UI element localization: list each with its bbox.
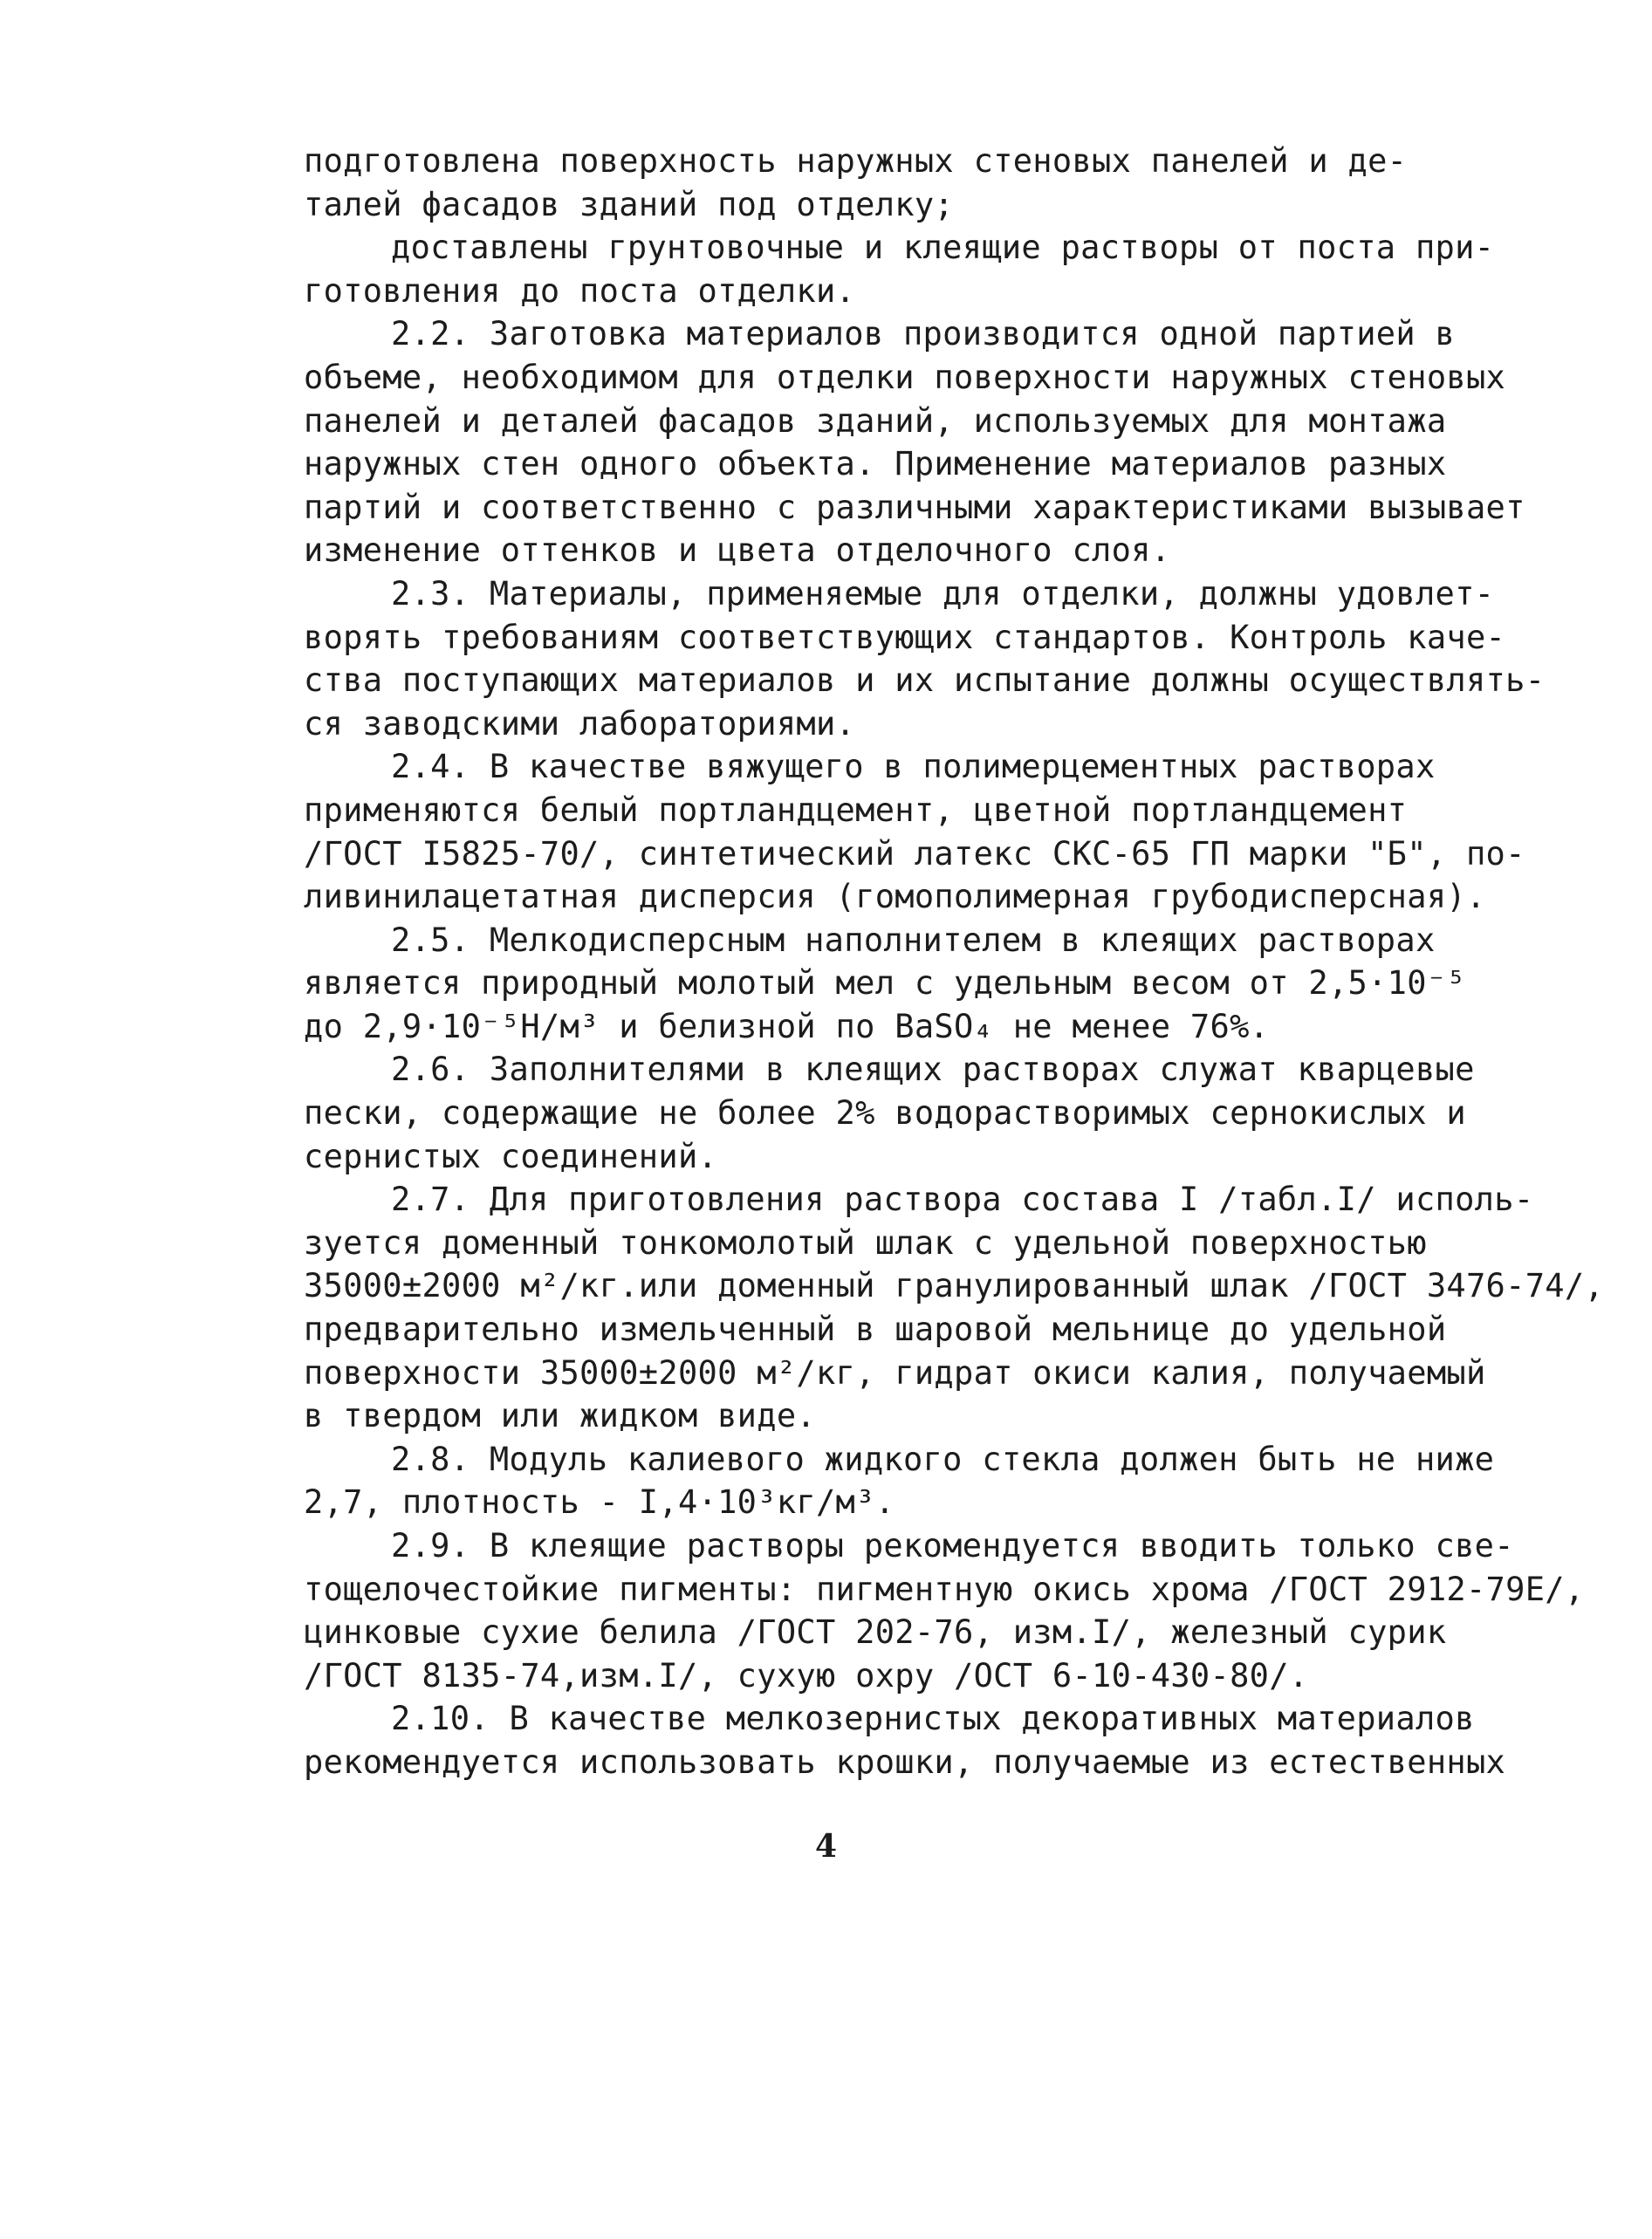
text-line: /ГОСТ I5825-70/, синтетический латекс СКС-65 ГП марки "Б", по- xyxy=(304,834,1525,873)
text-line: талей фасадов зданий под отделку; xyxy=(304,185,955,223)
text-line: является природный молотый мел с удельным весом от 2,5·10⁻⁵ xyxy=(304,964,1466,1003)
paragraph-first-line: 2.7. Для приготовления раствора состава I /табл.I/ исполь- xyxy=(391,1181,1534,1219)
text-line: ворять требованиям соответствующих стандартов. Контроль каче- xyxy=(304,618,1506,656)
text-line: сернистых соединений. xyxy=(304,1137,718,1175)
text-line: партий и соответственно с различными характеристиками вызывает xyxy=(304,488,1525,526)
paragraph-first-line: 2.5. Мелкодисперсным наполнителем в клеящих растворах xyxy=(391,921,1436,959)
paragraph-first-line: 2.6. Заполнителями в клеящих растворах служат кварцевые xyxy=(391,1051,1475,1089)
paragraph-first-line: 2.9. В клеящие растворы рекомендуется вводить только све- xyxy=(391,1527,1514,1565)
paragraph-first-line: 2.3. Материалы, применяемые для отделки, должны удовлет- xyxy=(391,574,1495,613)
text-line: ства поступающих материалов и их испытание должны осуществлять- xyxy=(304,661,1546,700)
text-line: панелей и деталей фасадов зданий, используемых для монтажа xyxy=(304,401,1447,440)
text-line: изменение оттенков и цвета отделочного слоя. xyxy=(304,531,1171,570)
paragraph-first-line: доставлены грунтовочные и клеящие растворы от поста при- xyxy=(391,229,1495,267)
text-line: пески, содержащие не более 2% водорастворимых сернокислых и xyxy=(304,1094,1466,1133)
text-line: подготовлена поверхность наружных стеновых панелей и де- xyxy=(304,142,1408,180)
text-line: /ГОСТ 8135-74,изм.I/, сухую охру /ОСТ 6-10-430-80/. xyxy=(304,1656,1309,1695)
page-number: 4 xyxy=(814,1828,838,1865)
text-line: поверхности 35000±2000 м²/кг, гидрат окиси калия, получаемый xyxy=(304,1353,1486,1392)
text-line: применяются белый портландцемент, цветной портландцемент xyxy=(304,791,1408,829)
text-line: рекомендуется использовать крошки, получаемые из естественных xyxy=(304,1743,1506,1781)
text-line: до 2,9·10⁻⁵Н/м³ и белизной по BaSO₄ не менее 76%. xyxy=(304,1007,1270,1045)
text-line: предварительно измельченный в шаровой мельнице до удельной xyxy=(304,1311,1447,1349)
paragraph-first-line: 2.8. Модуль калиевого жидкого стекла должен быть не ниже xyxy=(391,1440,1495,1478)
text-line: объеме, необходимом для отделки поверхности наружных стеновых xyxy=(304,358,1506,396)
text-line: ливинилацетатная дисперсия (гомополимерная грубодисперсная). xyxy=(304,878,1486,916)
text-line: цинковые сухие белила /ГОСТ 202-76, изм.I/, железный сурик xyxy=(304,1613,1447,1652)
text-line: тощелочестойкие пигменты: пигментную окись хрома /ГОСТ 2912-79Е/, xyxy=(304,1570,1585,1608)
paragraph-first-line: 2.10. В качестве мелкозернистых декоративных материалов xyxy=(391,1700,1475,1738)
text-line: готовления до поста отделки. xyxy=(304,271,856,310)
body-text xyxy=(304,140,1605,1784)
text-line: 2,7, плотность - I,4·10³кг/м³. xyxy=(304,1483,895,1522)
paragraph-first-line: 2.4. В качестве вяжущего в полимерцементных растворах xyxy=(391,748,1436,786)
text-line: наружных стен одного объекта. Применение материалов разных xyxy=(304,445,1447,483)
text-line: зуется доменный тонкомолотый шлак с удельной поверхностью xyxy=(304,1223,1427,1262)
paragraph-first-line: 2.2. Заготовка материалов производится одной партией в xyxy=(391,315,1456,353)
text-line: 35000±2000 м²/кг.или доменный гранулированный шлак /ГОСТ 3476-74/, xyxy=(304,1267,1605,1305)
text-line: в твердом или жидком виде. xyxy=(304,1397,816,1435)
text-line: ся заводскими лабораториями. xyxy=(304,704,856,743)
